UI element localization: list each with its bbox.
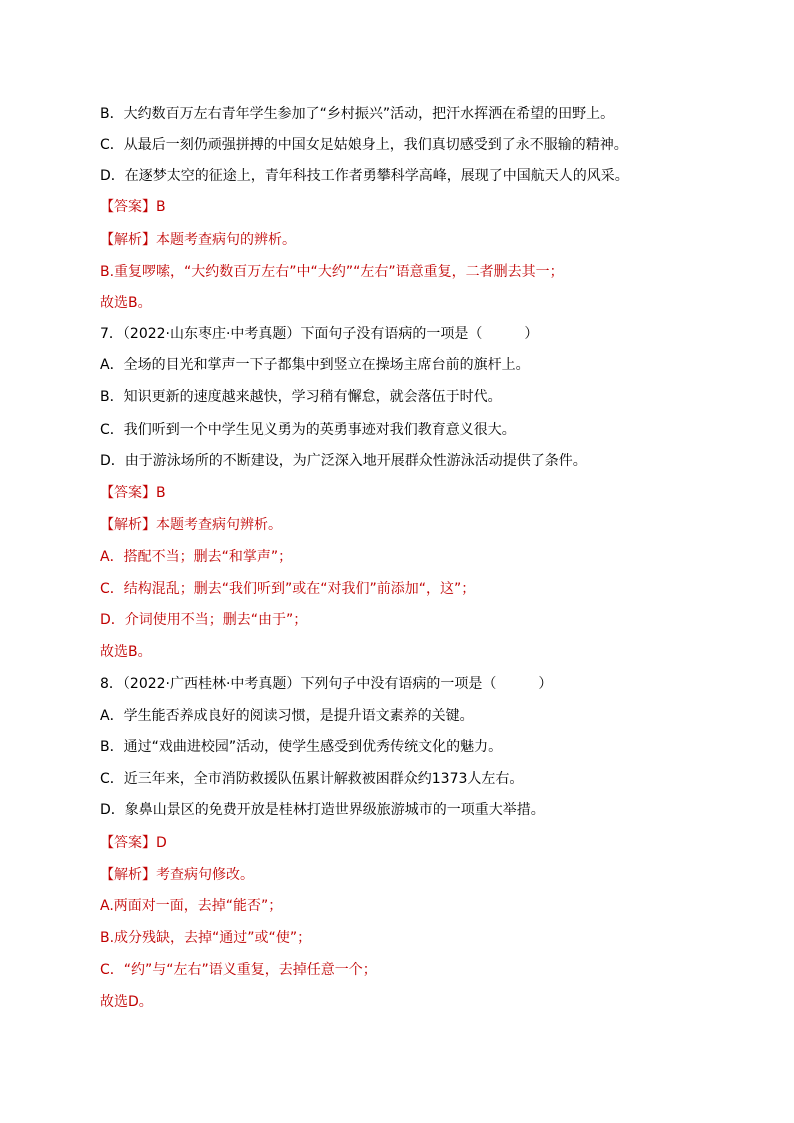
q6-option-c: C．从最后一刻仍顽强拼搏的中国女足姑娘身上，我们真切感受到了永不服输的精神。 — [100, 137, 628, 153]
analysis-tag: 【解析】 — [100, 517, 156, 533]
answer-value: B — [156, 199, 166, 215]
q8-option-a: A．学生能否养成良好的阅读习惯，是提升语文素养的关键。 — [100, 708, 474, 724]
q6-option-b: B．大约数百万左右青年学生参加了“乡村振兴”活动，把汗水挥洒在希望的田野上。 — [100, 106, 615, 122]
q7-option-c: C．我们听到一个中学生见义勇为的英勇事迹对我们教育意义很大。 — [100, 422, 516, 438]
analysis-text: 本题考查病句辨析。 — [156, 517, 282, 533]
q7-stem: 7．（2022·山东枣庄·中考真题）下面句子没有语病的一项是（ ） — [100, 326, 539, 342]
q6-explain-b: B.重复啰嗦，“大约数百万左右”中“大约”“左右”语意重复，二者删去其一； — [100, 264, 564, 280]
q8-answer-line — [100, 833, 720, 853]
q8-explain-b: B.成分残缺，去掉“通过”或“使”； — [100, 930, 312, 946]
q7-analysis-line — [100, 515, 720, 535]
analysis-tag: 【解析】 — [100, 232, 156, 248]
analysis-text: 考查病句修改。 — [156, 867, 254, 883]
q7-explain-d: D．介词使用不当；删去“由于”； — [100, 612, 308, 628]
q7-option-b: B．知识更新的速度越来越快，学习稍有懈怠，就会落伍于时代。 — [100, 389, 502, 405]
q8-option-d: D．象鼻山景区的免费开放是桂林打造世界级旅游城市的一项重大举措。 — [100, 802, 545, 818]
q8-explain-c: C．“约”与“左右”语义重复，去掉任意一个； — [100, 962, 377, 978]
q6-answer-line — [100, 197, 720, 217]
answer-value: B — [156, 485, 166, 501]
q8-analysis-line — [100, 865, 720, 885]
answer-value: D — [156, 835, 167, 851]
q6-conclusion: 故选B。 — [100, 295, 152, 311]
analysis-text: 本题考查病句的辨析。 — [156, 232, 296, 248]
analysis-tag: 【解析】 — [100, 867, 156, 883]
q8-option-b: B．通过“戏曲进校园”活动，使学生感受到优秀传统文化的魅力。 — [100, 739, 503, 755]
q7-option-d: D．由于游泳场所的不断建设，为广泛深入地开展群众性游泳活动提供了条件。 — [100, 453, 587, 469]
q7-explain-a: A．搭配不当；删去“和掌声”； — [100, 549, 293, 565]
answer-tag: 【答案】 — [100, 485, 156, 501]
q7-option-a: A．全场的目光和掌声一下子都集中到竖立在操场主席台前的旗杆上。 — [100, 357, 530, 373]
q7-answer-line — [100, 483, 720, 503]
q8-stem: 8．（2022·广西桂林·中考真题）下列句子中没有语病的一项是（ ） — [100, 676, 553, 692]
q8-explain-a: A.两面对一面，去掉“能否”； — [100, 898, 283, 914]
answer-tag: 【答案】 — [100, 835, 156, 851]
q8-conclusion: 故选D。 — [100, 994, 153, 1010]
q7-conclusion: 故选B。 — [100, 644, 152, 660]
q6-analysis-line — [100, 230, 720, 250]
answer-tag: 【答案】 — [100, 199, 156, 215]
q7-explain-c: C．结构混乱；删去“我们听到”或在“对我们”前添加“，这”； — [100, 581, 476, 597]
q6-option-d: D．在逐梦太空的征途上，青年科技工作者勇攀科学高峰，展现了中国航天人的风采。 — [100, 168, 629, 184]
q8-option-c: C．近三年来，全市消防救援队伍累计解救被困群众约1373人左右。 — [100, 771, 524, 787]
